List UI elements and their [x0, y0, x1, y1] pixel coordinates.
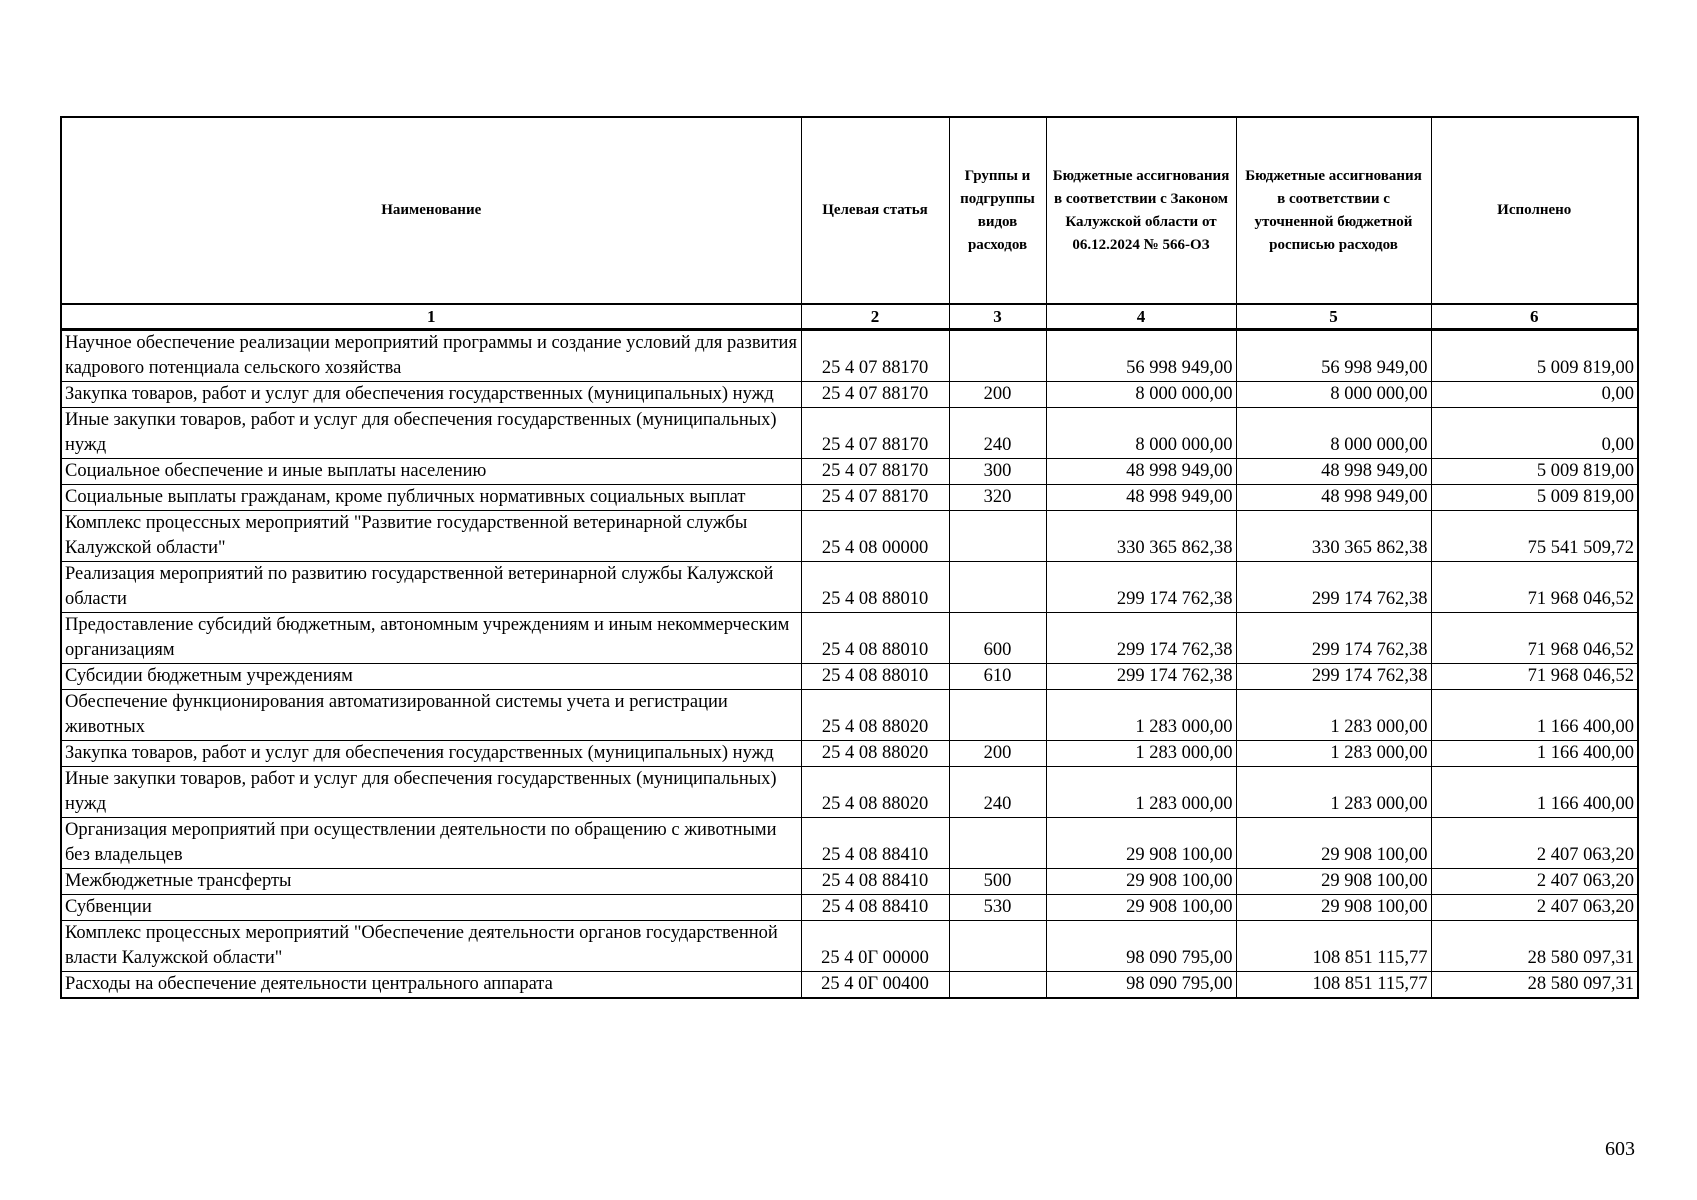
row-executed-cell: 1 166 400,00	[1431, 741, 1638, 767]
row-expense-group-cell: 530	[949, 895, 1046, 921]
row-expense-group-cell	[949, 511, 1046, 562]
row-name-cell: Реализация мероприятий по развитию государственной ветеринарной службы Калужской области	[61, 562, 801, 613]
row-expense-group-cell	[949, 921, 1046, 972]
table-row	[61, 664, 1638, 690]
row-expense-group-cell: 240	[949, 767, 1046, 818]
row-expense-group-cell: 200	[949, 382, 1046, 408]
row-name-cell: Социальные выплаты гражданам, кроме публичных нормативных социальных выплат	[61, 485, 801, 511]
table-row	[61, 818, 1638, 869]
row-refined-allocation-cell: 29 908 100,00	[1236, 869, 1431, 895]
row-expense-group-cell: 610	[949, 664, 1046, 690]
column-number: 5	[1236, 304, 1431, 330]
row-executed-cell: 5 009 819,00	[1431, 459, 1638, 485]
row-target-article-cell: 25 4 08 00000	[801, 511, 949, 562]
row-refined-allocation-cell: 29 908 100,00	[1236, 895, 1431, 921]
row-name-cell: Расходы на обеспечение деятельности центрального аппарата	[61, 972, 801, 999]
row-law-allocation-cell: 1 283 000,00	[1046, 767, 1236, 818]
row-name-cell: Субвенции	[61, 895, 801, 921]
column-number: 3	[949, 304, 1046, 330]
row-expense-group-cell: 240	[949, 408, 1046, 459]
row-expense-group-cell	[949, 562, 1046, 613]
table-row	[61, 895, 1638, 921]
table-body	[61, 304, 1638, 998]
row-law-allocation-cell: 299 174 762,38	[1046, 664, 1236, 690]
row-name-cell: Обеспечение функционирования автоматизированной системы учета и регистрации животных	[61, 690, 801, 741]
row-executed-cell: 28 580 097,31	[1431, 921, 1638, 972]
row-name-cell: Социальное обеспечение и иные выплаты населению	[61, 459, 801, 485]
table-row	[61, 459, 1638, 485]
row-target-article-cell: 25 4 08 88010	[801, 562, 949, 613]
row-refined-allocation-cell: 299 174 762,38	[1236, 562, 1431, 613]
header-name: Наименование	[61, 117, 801, 304]
row-executed-cell: 2 407 063,20	[1431, 869, 1638, 895]
row-refined-allocation-cell: 1 283 000,00	[1236, 690, 1431, 741]
row-refined-allocation-cell: 108 851 115,77	[1236, 972, 1431, 999]
header-law-allocations: Бюджетные ассигнования в соответствии с Законом Калужской области от 06.12.2024 № 566-ОЗ	[1046, 117, 1236, 304]
table-row	[61, 408, 1638, 459]
column-number: 2	[801, 304, 949, 330]
column-number-row	[61, 304, 1638, 330]
row-executed-cell: 0,00	[1431, 408, 1638, 459]
row-name-cell: Предоставление субсидий бюджетным, автономным учреждениям и иным некоммерческим организациям	[61, 613, 801, 664]
row-refined-allocation-cell: 48 998 949,00	[1236, 485, 1431, 511]
row-name-cell: Закупка товаров, работ и услуг для обеспечения государственных (муниципальных) нужд	[61, 382, 801, 408]
row-name-cell: Межбюджетные трансферты	[61, 869, 801, 895]
row-executed-cell: 71 968 046,52	[1431, 562, 1638, 613]
header-refined-allocations: Бюджетные ассигнования в соответствии с уточненной бюджетной росписью расходов	[1236, 117, 1431, 304]
row-name-cell: Комплекс процессных мероприятий "Обеспечение деятельности органов государственной власти Калужской области"	[61, 921, 801, 972]
row-executed-cell: 2 407 063,20	[1431, 818, 1638, 869]
row-law-allocation-cell: 29 908 100,00	[1046, 869, 1236, 895]
table-row	[61, 485, 1638, 511]
row-target-article-cell: 25 4 07 88170	[801, 459, 949, 485]
row-name-cell: Научное обеспечение реализации мероприятий программы и создание условий для развития кадрового потенциала сельского хозяйства	[61, 330, 801, 382]
row-refined-allocation-cell: 8 000 000,00	[1236, 382, 1431, 408]
row-executed-cell: 71 968 046,52	[1431, 613, 1638, 664]
row-law-allocation-cell: 1 283 000,00	[1046, 741, 1236, 767]
table-row	[61, 869, 1638, 895]
row-law-allocation-cell: 8 000 000,00	[1046, 408, 1236, 459]
row-executed-cell: 0,00	[1431, 382, 1638, 408]
column-number: 4	[1046, 304, 1236, 330]
row-refined-allocation-cell: 1 283 000,00	[1236, 767, 1431, 818]
row-name-cell: Организация мероприятий при осуществлении деятельности по обращению с животными без владельцев	[61, 818, 801, 869]
table-row	[61, 972, 1638, 999]
row-name-cell: Иные закупки товаров, работ и услуг для обеспечения государственных (муниципальных) нужд	[61, 408, 801, 459]
row-name-cell: Комплекс процессных мероприятий "Развитие государственной ветеринарной службы Калужской области"	[61, 511, 801, 562]
row-target-article-cell: 25 4 07 88170	[801, 485, 949, 511]
header-row	[61, 117, 1638, 304]
row-executed-cell: 5 009 819,00	[1431, 485, 1638, 511]
header-expense-groups: Группы и подгруппы видов расходов	[949, 117, 1046, 304]
row-name-cell: Иные закупки товаров, работ и услуг для обеспечения государственных (муниципальных) нужд	[61, 767, 801, 818]
row-target-article-cell: 25 4 0Г 00400	[801, 972, 949, 999]
row-law-allocation-cell: 48 998 949,00	[1046, 459, 1236, 485]
row-expense-group-cell: 300	[949, 459, 1046, 485]
table-row	[61, 690, 1638, 741]
table-row	[61, 613, 1638, 664]
row-executed-cell: 2 407 063,20	[1431, 895, 1638, 921]
row-executed-cell: 1 166 400,00	[1431, 690, 1638, 741]
row-expense-group-cell	[949, 690, 1046, 741]
row-law-allocation-cell: 330 365 862,38	[1046, 511, 1236, 562]
row-target-article-cell: 25 4 08 88010	[801, 664, 949, 690]
column-number: 6	[1431, 304, 1638, 330]
row-target-article-cell: 25 4 07 88170	[801, 408, 949, 459]
row-expense-group-cell: 500	[949, 869, 1046, 895]
row-target-article-cell: 25 4 08 88410	[801, 818, 949, 869]
row-target-article-cell: 25 4 08 88410	[801, 895, 949, 921]
row-law-allocation-cell: 48 998 949,00	[1046, 485, 1236, 511]
budget-table	[60, 116, 1639, 999]
row-expense-group-cell	[949, 330, 1046, 382]
row-expense-group-cell: 320	[949, 485, 1046, 511]
row-refined-allocation-cell: 108 851 115,77	[1236, 921, 1431, 972]
table-row	[61, 741, 1638, 767]
column-number: 1	[61, 304, 801, 330]
table-row	[61, 511, 1638, 562]
header-executed: Исполнено	[1431, 117, 1638, 304]
row-refined-allocation-cell: 299 174 762,38	[1236, 664, 1431, 690]
row-law-allocation-cell: 29 908 100,00	[1046, 895, 1236, 921]
row-expense-group-cell: 600	[949, 613, 1046, 664]
row-refined-allocation-cell: 48 998 949,00	[1236, 459, 1431, 485]
row-refined-allocation-cell: 1 283 000,00	[1236, 741, 1431, 767]
row-refined-allocation-cell: 29 908 100,00	[1236, 818, 1431, 869]
row-target-article-cell: 25 4 07 88170	[801, 382, 949, 408]
row-law-allocation-cell: 98 090 795,00	[1046, 972, 1236, 999]
row-refined-allocation-cell: 56 998 949,00	[1236, 330, 1431, 382]
row-target-article-cell: 25 4 08 88020	[801, 767, 949, 818]
row-refined-allocation-cell: 299 174 762,38	[1236, 613, 1431, 664]
table-row	[61, 330, 1638, 382]
row-law-allocation-cell: 56 998 949,00	[1046, 330, 1236, 382]
row-law-allocation-cell: 8 000 000,00	[1046, 382, 1236, 408]
row-law-allocation-cell: 1 283 000,00	[1046, 690, 1236, 741]
table-row	[61, 562, 1638, 613]
row-target-article-cell: 25 4 07 88170	[801, 330, 949, 382]
row-law-allocation-cell: 299 174 762,38	[1046, 613, 1236, 664]
row-name-cell: Субсидии бюджетным учреждениям	[61, 664, 801, 690]
row-expense-group-cell	[949, 972, 1046, 999]
row-refined-allocation-cell: 330 365 862,38	[1236, 511, 1431, 562]
page-number: 603	[1605, 1138, 1635, 1160]
row-law-allocation-cell: 98 090 795,00	[1046, 921, 1236, 972]
row-executed-cell: 28 580 097,31	[1431, 972, 1638, 999]
row-expense-group-cell	[949, 818, 1046, 869]
row-target-article-cell: 25 4 08 88410	[801, 869, 949, 895]
table-row	[61, 767, 1638, 818]
row-target-article-cell: 25 4 08 88020	[801, 690, 949, 741]
row-law-allocation-cell: 29 908 100,00	[1046, 818, 1236, 869]
table-row	[61, 921, 1638, 972]
row-name-cell: Закупка товаров, работ и услуг для обеспечения государственных (муниципальных) нужд	[61, 741, 801, 767]
row-executed-cell: 1 166 400,00	[1431, 767, 1638, 818]
row-refined-allocation-cell: 8 000 000,00	[1236, 408, 1431, 459]
row-target-article-cell: 25 4 08 88010	[801, 613, 949, 664]
header-target-article: Целевая статья	[801, 117, 949, 304]
row-executed-cell: 5 009 819,00	[1431, 330, 1638, 382]
row-law-allocation-cell: 299 174 762,38	[1046, 562, 1236, 613]
row-executed-cell: 71 968 046,52	[1431, 664, 1638, 690]
table-row	[61, 382, 1638, 408]
row-target-article-cell: 25 4 0Г 00000	[801, 921, 949, 972]
row-target-article-cell: 25 4 08 88020	[801, 741, 949, 767]
row-expense-group-cell: 200	[949, 741, 1046, 767]
row-executed-cell: 75 541 509,72	[1431, 511, 1638, 562]
